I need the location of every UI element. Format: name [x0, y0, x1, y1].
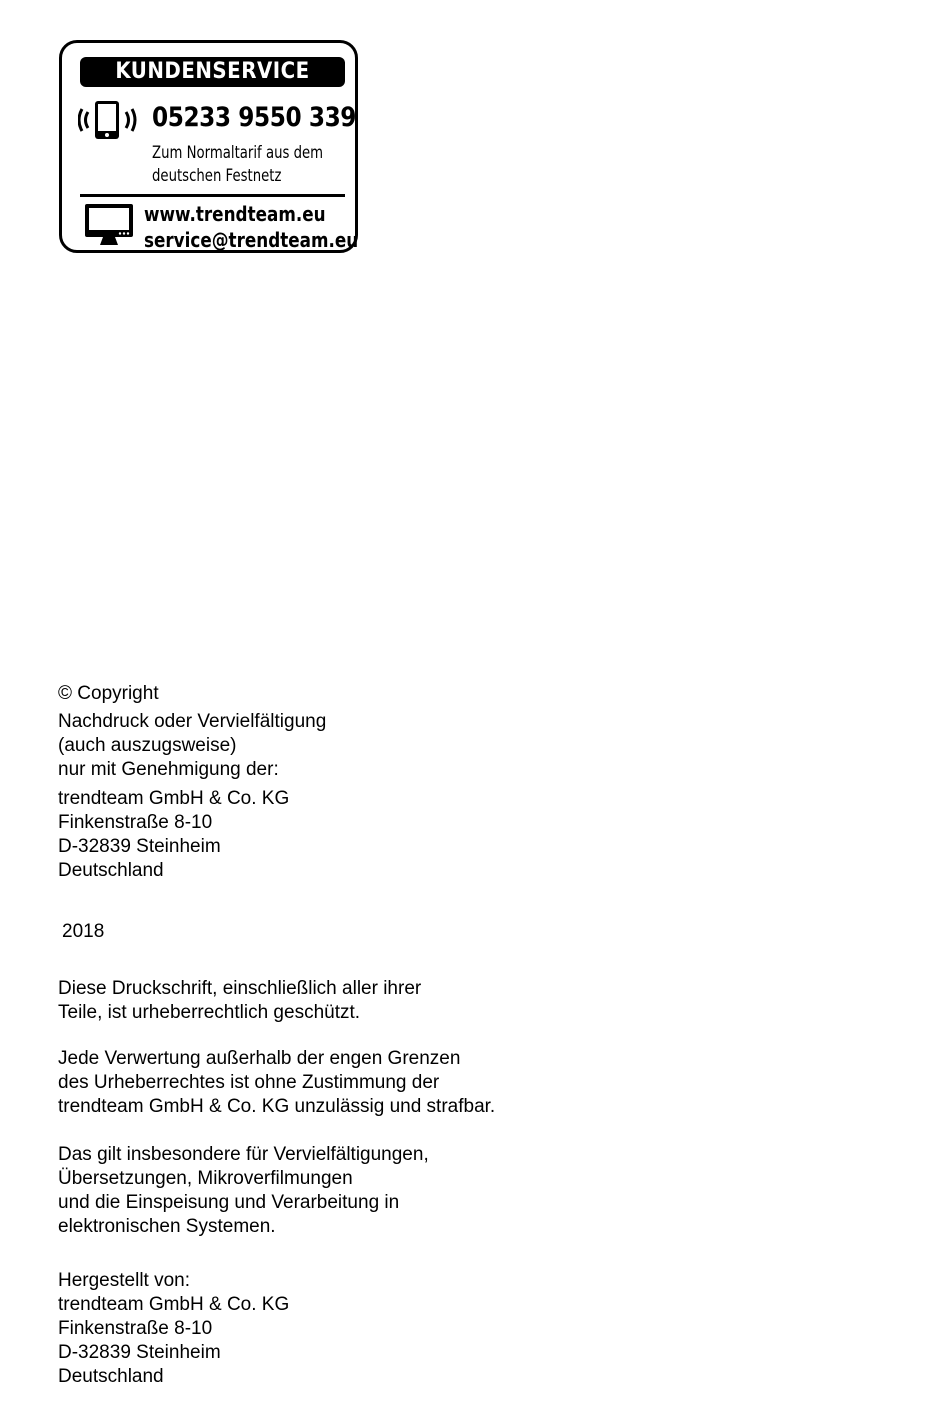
copyright-title-block	[58, 682, 159, 706]
address-line: Finkenstraße 8-10	[58, 812, 213, 833]
paragraph-line: elektronischen Systemen.	[58, 1216, 276, 1237]
monitor-icon	[84, 203, 134, 247]
customer-service-box	[59, 40, 358, 253]
copyright-line: nur mit Genehmigung der:	[58, 759, 279, 780]
copyright-title: © Copyright	[58, 683, 159, 704]
year: 2018	[62, 921, 105, 942]
address-line: Deutschland	[58, 1366, 164, 1387]
manufacturer-label: Hergestellt von:	[58, 1270, 191, 1291]
copyright-line: Nachdruck oder Vervielfältigung	[58, 711, 327, 732]
paragraph-line: Übersetzungen, Mikroverfilmungen	[58, 1168, 353, 1189]
paragraph-copyright-protection	[58, 977, 421, 1025]
paragraph-reproduction	[58, 1143, 429, 1239]
email-link[interactable]: service@trendteam.eu	[144, 228, 359, 252]
paragraph-line: und die Einspeisung und Verarbeitung in	[58, 1192, 400, 1213]
year-block	[62, 920, 104, 944]
service-phone-number[interactable]: 05233 9550 339	[152, 102, 357, 133]
paragraph-usage-restriction	[58, 1047, 495, 1119]
address-line: Finkenstraße 8-10	[58, 1318, 213, 1339]
website-link[interactable]: www.trendteam.eu	[144, 202, 326, 226]
paragraph-line: Teile, ist urheberrechtlich geschützt.	[58, 1002, 361, 1023]
copyright-line: (auch auszugsweise)	[58, 735, 237, 756]
address-line: D-32839 Steinheim	[58, 1342, 221, 1363]
paragraph-line: Das gilt insbesondere für Vervielfältigungen,	[58, 1144, 429, 1165]
service-header: KUNDENSERVICE	[80, 57, 345, 87]
tariff-note	[152, 142, 323, 188]
tariff-line-1: Zum Normaltarif aus dem	[152, 143, 324, 163]
address-line: trendteam GmbH & Co. KG	[58, 788, 290, 809]
copyright-address	[58, 787, 289, 883]
smartphone-icon	[78, 99, 142, 141]
paragraph-line: Jede Verwertung außerhalb der engen Grenzen	[58, 1048, 461, 1069]
paragraph-line: trendteam GmbH & Co. KG unzulässig und strafbar.	[58, 1096, 496, 1117]
address-line: D-32839 Steinheim	[58, 836, 221, 857]
web-contact	[144, 201, 358, 253]
address-line: trendteam GmbH & Co. KG	[58, 1294, 290, 1315]
paragraph-line: des Urheberrechtes ist ohne Zustimmung der	[58, 1072, 440, 1093]
service-divider	[80, 194, 345, 197]
paragraph-line: Diese Druckschrift, einschließlich aller ihrer	[58, 978, 422, 999]
copyright-notice	[58, 710, 326, 782]
address-line: Deutschland	[58, 860, 164, 881]
manufacturer-block	[58, 1269, 289, 1389]
tariff-line-2: deutschen Festnetz	[152, 166, 282, 186]
